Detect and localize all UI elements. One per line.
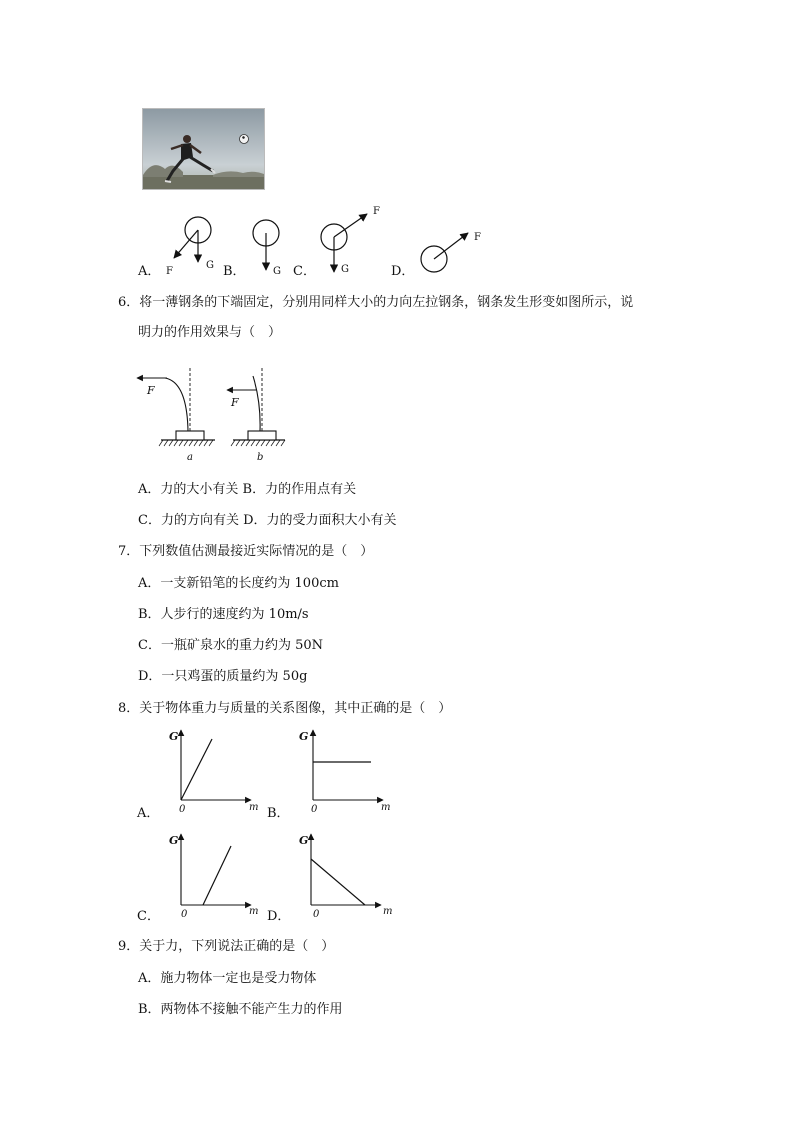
q6-a-force-label: F (147, 384, 155, 397)
q5-option-c: C． (293, 264, 316, 279)
q5-a-force-label: F (166, 266, 173, 277)
q5-d-force-label: F (474, 232, 481, 243)
q7-option-d: D．一只鸡蛋的质量约为 50g (138, 669, 308, 684)
q5-diagram-a (174, 217, 211, 262)
q5-c-force-label: F (373, 206, 380, 217)
q5-diagram-b (253, 220, 279, 270)
q8-c-xlabel: m (249, 906, 259, 917)
q8-b-origin: 0 (311, 804, 318, 815)
soccer-player-photo (142, 108, 265, 190)
q6-options-cd: C．力的方向有关 D．力的受力面积大小有关 (138, 513, 397, 528)
q8-d-ylabel: G (299, 834, 309, 847)
q6-stem-line1: 6．将一薄钢条的下端固定，分别用同样大小的力向左拉钢条，钢条发生形变如图所示，说 (118, 295, 634, 310)
q6-figure-a (137, 366, 215, 463)
q8-graph-b (267, 730, 390, 821)
q7-option-a: A．一支新铅笔的长度约为 100cm (138, 576, 339, 591)
q9-stem: 9．关于力，下列说法正确的是（ ） (118, 939, 335, 954)
q8-b-ylabel: G (299, 730, 309, 743)
q5-option-a: A． (138, 264, 161, 279)
q7-option-c: C．一瓶矿泉水的重力约为 50N (138, 638, 323, 653)
q8-option-a: A． (137, 806, 160, 821)
q8-a-xlabel: m (249, 802, 259, 813)
q5-a-gravity-label: G (206, 260, 214, 271)
q5-b-gravity-label: G (273, 266, 281, 277)
q5-c-gravity-label: G (341, 264, 349, 275)
q5-option-d: D． (391, 264, 415, 279)
q8-c-ylabel: G (169, 834, 179, 847)
q8-a-origin: 0 (179, 804, 186, 815)
q8-option-c: C． (137, 909, 160, 924)
q5-force-diagrams (130, 200, 530, 280)
q7-option-b: B．人步行的速度约为 10m/s (138, 607, 309, 622)
q6-figure-b (227, 366, 285, 463)
q8-b-xlabel: m (381, 802, 391, 813)
q6-steel-strip-figure (135, 360, 295, 465)
q8-graphs (135, 722, 405, 922)
q7-stem: 7．下列数值估测最接近实际情况的是（ ） (118, 544, 374, 559)
q8-d-xlabel: m (383, 906, 393, 917)
q6-figure-b-label: b (257, 452, 264, 463)
q8-stem: 8．关于物体重力与质量的关系图像，其中正确的是（ ） (118, 701, 452, 716)
soccer-photo-drawing (143, 109, 264, 189)
q9-option-a: A．施力物体一定也是受力物体 (138, 971, 317, 986)
q5-option-b: B． (223, 264, 246, 279)
q6-b-force-label: F (231, 396, 239, 409)
q6-figure-a-label: a (187, 452, 193, 463)
q8-d-origin: 0 (313, 909, 320, 920)
q5-diagram-d (421, 233, 468, 272)
q8-option-d: D． (267, 909, 291, 924)
q8-c-origin: 0 (181, 909, 188, 920)
q6-options-ab: A．力的大小有关 B．力的作用点有关 (138, 482, 357, 497)
q8-graph-c (137, 834, 258, 924)
q6-stem-line2: 明力的作用效果与（ ） (138, 325, 282, 340)
q8-graph-a (136, 730, 258, 821)
q8-option-b: B． (267, 806, 290, 821)
q8-graph-d (267, 834, 392, 924)
q8-a-ylabel: G (169, 730, 179, 743)
q9-option-b: B．两物体不接触不能产生力的作用 (138, 1002, 343, 1017)
